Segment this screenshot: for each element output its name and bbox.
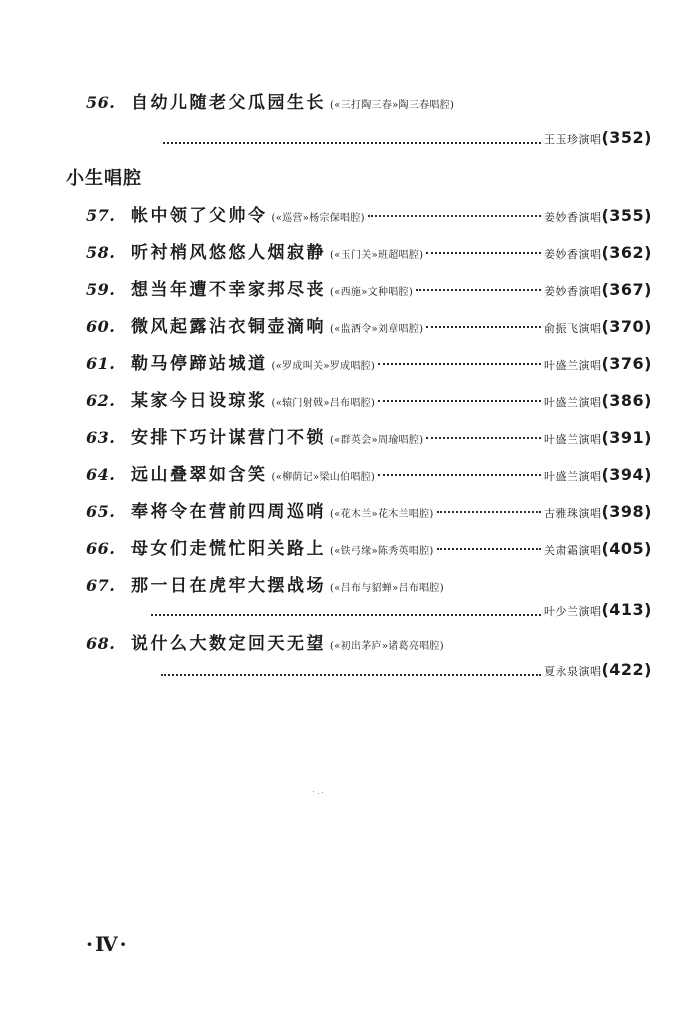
toc-entry-56-line1 (86, 88, 652, 112)
entry-number: 60. (86, 317, 116, 336)
entry-page: (405) (601, 539, 652, 558)
entry-title: 那一日在虎牢大摆战场 (131, 576, 326, 596)
entry-number: 68. (86, 634, 116, 653)
entry-title: 远山叠翠如含笑 (131, 465, 268, 485)
toc-entry-64-line (86, 460, 652, 484)
entry-source: («群英会»周瑜唱腔) (330, 435, 424, 446)
entry-source: («监酒令»刘章唱腔) (330, 324, 424, 335)
entry-number: 67. (86, 576, 116, 595)
dot-leader (437, 511, 541, 513)
entry-number: 61. (86, 354, 116, 373)
dot-leader (426, 326, 541, 328)
entry-source: («辕门射戟»吕布唱腔) (271, 398, 376, 409)
entry-title: 帐中领了父帅令 (131, 206, 268, 226)
dot-leader (163, 142, 541, 144)
toc-entry-57-line (86, 201, 652, 225)
entry-performer: 姜妙香演唱 (543, 285, 602, 298)
entry-source: («三打陶三春»陶三春唱腔) (330, 100, 455, 111)
entry-page: (422) (601, 660, 652, 679)
toc-entry-60-line (86, 312, 652, 336)
entry-performer: 姜妙香演唱 (543, 211, 602, 224)
entry-title: 母女们走慌忙阳关路上 (131, 539, 326, 559)
dot-leader (426, 252, 541, 254)
entry-source: («玉门关»班超唱腔) (330, 250, 424, 261)
toc-entry-61-line (86, 349, 652, 373)
entry-number: 57. (86, 206, 116, 225)
toc-entry-59-line (86, 275, 652, 299)
entry-source: («吕布与貂蝉»吕布唱腔) (330, 583, 444, 594)
entry-page: (370) (601, 317, 652, 336)
toc-entry-63-line (86, 423, 652, 447)
dot-leader (426, 437, 541, 439)
entry-title: 勒马停蹄站城道 (131, 354, 268, 374)
entry-page: (355) (601, 206, 652, 225)
entry-page: (391) (601, 428, 652, 447)
entry-title: 某家今日设琼浆 (131, 391, 268, 411)
entry-performer: 叶盛兰演唱 (543, 470, 602, 483)
entry-number: 66. (86, 539, 116, 558)
entry-source: («罗成叫关»罗成唱腔) (271, 361, 376, 372)
entry-page: (398) (601, 502, 652, 521)
entry-title: 想当年遭不幸家邦尽丧 (131, 280, 326, 300)
entry-page: (386) (601, 391, 652, 410)
entry-page: (413) (601, 600, 652, 619)
entry-number: 64. (86, 465, 116, 484)
dot-leader (378, 400, 541, 402)
page-folio: ·Ⅳ· (86, 932, 129, 956)
toc-entry-66-line (86, 534, 652, 558)
dot-leader (151, 614, 541, 616)
entry-title: 微风起露沾衣铜壶滴响 (131, 317, 326, 337)
entry-source: («花木兰»花木兰唱腔) (330, 509, 434, 520)
entry-source: («初出茅庐»诸葛亮唱腔) (330, 641, 444, 652)
toc-entry-68-line2 (158, 660, 652, 684)
entry-page: (362) (601, 243, 652, 262)
entry-performer: 俞振飞演唱 (543, 322, 602, 335)
toc-entry-62-line (86, 386, 652, 410)
entry-page: (367) (601, 280, 652, 299)
entry-number: 56. (86, 93, 116, 112)
entry-number: 62. (86, 391, 116, 410)
section-heading: 小生唱腔 (66, 168, 142, 189)
entry-number: 63. (86, 428, 116, 447)
entry-performer: 古雅珠演唱 (543, 507, 602, 520)
entry-source: («柳荫记»梁山伯唱腔) (271, 472, 376, 483)
entry-number: 58. (86, 243, 116, 262)
entry-performer: 夏永泉演唱 (543, 665, 602, 678)
dot-leader (378, 474, 541, 476)
entry-performer: 王玉珍演唱 (543, 133, 602, 146)
entry-number: 59. (86, 280, 116, 299)
entry-performer: 姜妙香演唱 (543, 248, 602, 261)
entry-title: 说什么大数定回天无望 (131, 634, 326, 654)
entry-page: (352) (601, 128, 652, 147)
entry-title: 听衬梢风悠悠人烟寂静 (131, 243, 326, 263)
toc-entry-67-line1 (86, 571, 652, 595)
entry-performer: 叶盛兰演唱 (543, 359, 602, 372)
entry-source: («西施»文种唱腔) (330, 287, 414, 298)
entry-title: 奉将令在营前四周巡哨 (131, 502, 326, 522)
entry-title: 安排下巧计谋营门不锁 (131, 428, 326, 448)
entry-performer: 叶少兰演唱 (543, 605, 602, 618)
dot-leader (368, 215, 541, 217)
toc-entry-65-line (86, 497, 652, 521)
toc-entry-58-line (86, 238, 652, 262)
dot-leader (437, 548, 541, 550)
toc-entry-68-line1 (86, 629, 652, 653)
dot-leader (378, 363, 541, 365)
dot-leader (416, 289, 541, 291)
entry-page: (394) (601, 465, 652, 484)
dot-leader (161, 674, 541, 676)
scan-speck (311, 790, 325, 796)
entry-performer: 叶盛兰演唱 (543, 433, 602, 446)
entry-title: 自幼儿随老父瓜园生长 (131, 93, 326, 113)
entry-performer: 叶盛兰演唱 (543, 396, 602, 409)
toc-entry-67-line2 (148, 600, 652, 624)
entry-number: 65. (86, 502, 116, 521)
entry-source: («巡营»杨宗保唱腔) (271, 213, 365, 224)
toc-entry-56-line2 (160, 128, 652, 152)
entry-page: (376) (601, 354, 652, 373)
entry-performer: 关肃霜演唱 (543, 544, 602, 557)
entry-source: («铁弓缘»陈秀英唱腔) (330, 546, 434, 557)
